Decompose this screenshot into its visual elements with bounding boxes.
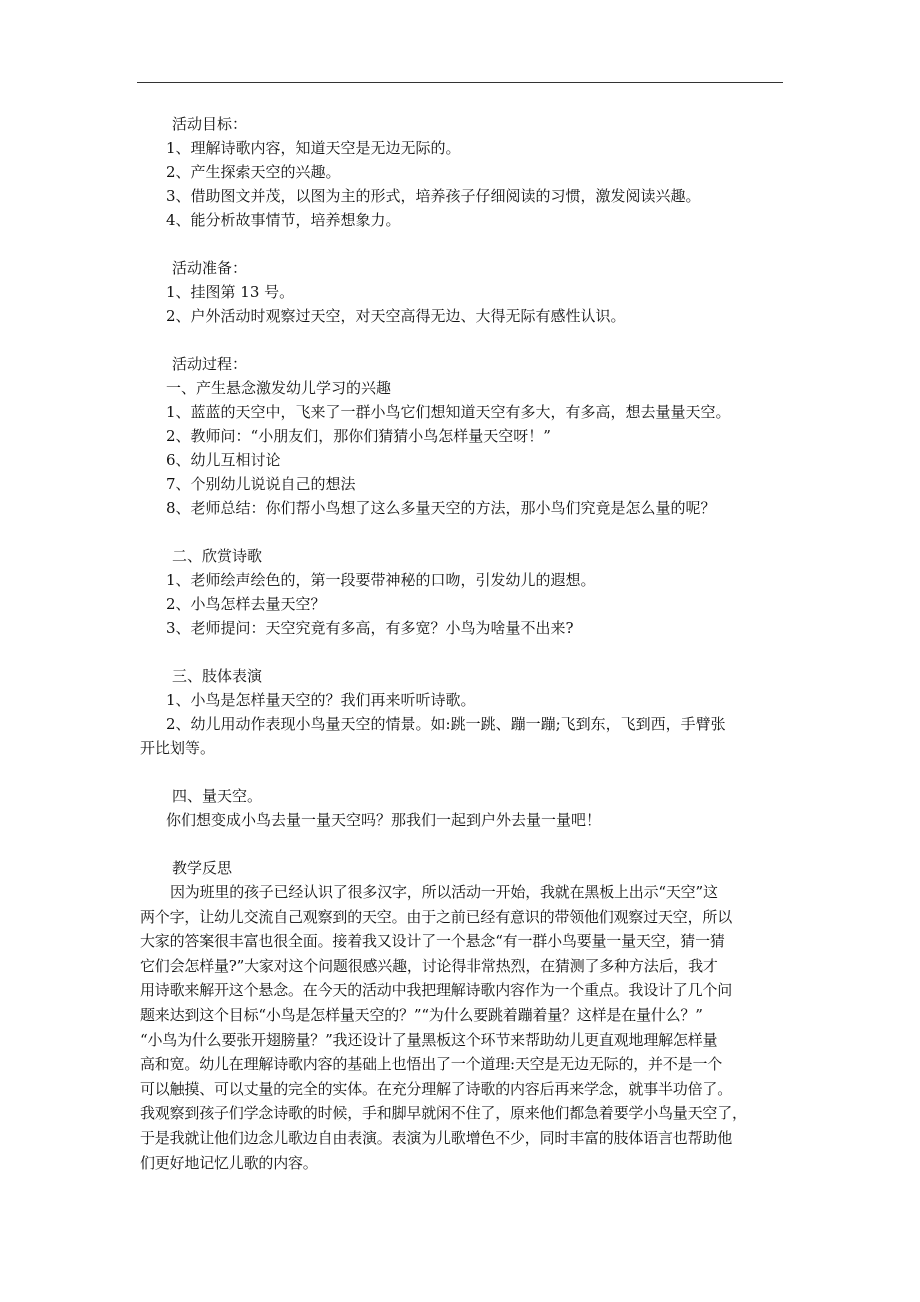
prep-section	[140, 256, 786, 328]
prep-item: 2、户外活动时观察过天空，对天空高得无边、大得无际有感性认识。	[166, 307, 626, 325]
goal-item: 1、理解诗歌内容，知道天空是无边无际的。	[166, 139, 461, 157]
part3-section	[140, 664, 786, 760]
goal-item: 3、借助图文并茂，以图为主的形式，培养孩子仔细阅读的习惯，激发阅读兴趣。	[166, 187, 701, 205]
prep-item: 1、挂图第 13 号。	[166, 283, 295, 301]
reflection-section	[140, 856, 786, 1175]
reflection-line: 们更好地记忆儿歌的内容。	[140, 1153, 318, 1172]
reflection-line: 它们会怎样量?”大家对这个问题很感兴趣，讨论得非常热烈，在猜测了多种方法后，我才	[140, 956, 718, 975]
part1-title: 一、产生悬念激发幼儿学习的兴趣	[166, 379, 392, 397]
part1-item: 8、老师总结：你们帮小鸟想了这么多量天空的方法，那小鸟们究竟是怎么量的呢？	[166, 499, 716, 517]
reflection-line: 因为班里的孩子已经认识了很多汉字，所以活动一开始，我就在黑板上出示“天空”这	[170, 883, 718, 901]
process-heading: 活动过程：	[172, 355, 248, 373]
reflection-line: 两个字，让幼儿交流自己观察到的天空。由于之前已经有意识的带领他们观察过天空，所以	[140, 907, 733, 926]
process-section	[140, 352, 786, 520]
reflection-line: 可以触摸、可以丈量的完全的实体。在充分理解了诗歌的内容后再来学念，就事半功倍了。	[140, 1079, 733, 1098]
part3-item-continued: 开比划等。	[140, 739, 216, 757]
part1-item: 6、幼儿互相讨论	[166, 451, 281, 469]
reflection-line: “小鸟为什么要张开翅膀量？”我还设计了量黑板这个环节来帮助幼儿更直观地理解怎样量	[140, 1030, 718, 1049]
part4-title: 四、量天空。	[172, 787, 263, 805]
goals-section	[140, 112, 786, 232]
reflection-line: 题来达到这个目标“小鸟是怎样量天空的？”“为什么要跳着蹦着量？这样是在量什么？”	[140, 1005, 703, 1024]
reflection-heading: 教学反思	[172, 859, 233, 877]
part1-item: 2、教师问：“小朋友们，那你们猜猜小鸟怎样量天空呀！”	[166, 427, 551, 445]
part4-section	[140, 784, 786, 832]
part1-item: 1、蓝蓝的天空中，飞来了一群小鸟它们想知道天空有多大，有多高，想去量量天空。	[166, 403, 731, 421]
reflection-line: 用诗歌来解开这个悬念。在今天的活动中我把理解诗歌内容作为一个重点。我设计了几个问	[140, 981, 733, 1000]
part2-item: 2、小鸟怎样去量天空？	[166, 595, 326, 613]
goal-item: 4、能分析故事情节，培养想象力。	[166, 211, 401, 229]
reflection-line: 我观察到孩子们学念诗歌的时候，手和脚早就闲不住了，原来他们都急着要学小鸟量天空了，	[140, 1104, 747, 1123]
part3-title: 三、肢体表演	[172, 667, 263, 685]
part2-section	[140, 544, 786, 640]
reflection-line: 大家的答案很丰富也很全面。接着我又设计了一个悬念“有一群小鸟要量一量天空，猜一猜	[140, 932, 725, 951]
part2-item: 3、老师提问：天空究竟有多高，有多宽？小鸟为啥量不出来?	[166, 619, 574, 637]
part4-text: 你们想变成小鸟去量一量天空吗？那我们一起到户外去量一量吧！	[166, 811, 602, 829]
reflection-line: 于是我就让他们边念儿歌边自由表演。表演为儿歌增色不少，同时丰富的肢体语言也帮助他	[140, 1128, 733, 1147]
reflection-line: 高和宽。幼儿在理解诗歌内容的基础上也悟出了一个道理:天空是无边无际的，并不是一个	[140, 1055, 723, 1074]
header-rule	[137, 82, 783, 83]
part3-item: 2、幼儿用动作表现小鸟量天空的情景。如:跳一跳、蹦一蹦;飞到东，飞到西，手臂张	[166, 715, 726, 733]
part2-item: 1、老师绘声绘色的，第一段要带神秘的口吻，引发幼儿的遐想。	[166, 571, 596, 589]
part3-item: 1、小鸟是怎样量天空的？我们再来听听诗歌。	[166, 691, 476, 709]
goal-item: 2、产生探索天空的兴趣。	[166, 163, 341, 181]
part2-title: 二、欣赏诗歌	[172, 547, 263, 565]
goals-heading: 活动目标：	[172, 115, 248, 133]
prep-heading: 活动准备：	[172, 259, 248, 277]
part1-item: 7、个别幼儿说说自己的想法	[166, 475, 356, 493]
reflection-paragraph	[140, 880, 786, 1175]
document-body	[140, 112, 786, 1199]
